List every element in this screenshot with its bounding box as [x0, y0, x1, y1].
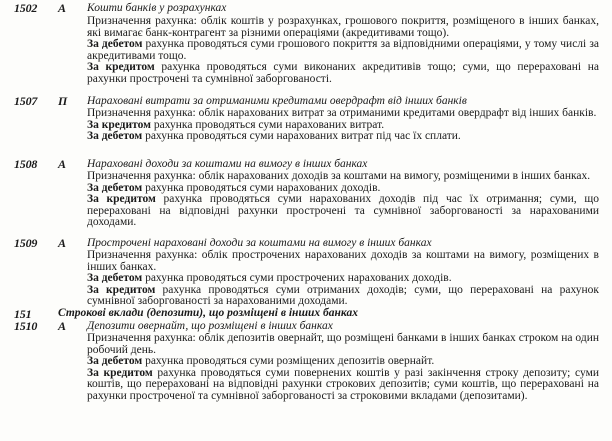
purpose-text: Призначення рахунка: облік депозитів овернайт, що розміщені банками в інших банках строком на один робочий день.: [87, 332, 599, 356]
credit-text: рахунка проводяться суми повернених коштів у разі закінчення строку депозиту; суми коштів, що перераховані на відповідні рахунки строкових депозитів; суми коштів, що перераховані на рахунки простроченої та сумнівної заборгованості за строковими вкладами (депозитами).: [87, 366, 600, 402]
purpose-text: Призначення рахунка: облік нарахованих доходів за коштами на вимогу, розміщеними в інших банках.: [87, 170, 591, 182]
account-class-1509: А: [58, 236, 67, 250]
account-body-1507: [87, 108, 599, 143]
credit-paragraph: [87, 368, 599, 403]
account-body-1510: [87, 333, 599, 403]
debit-text: рахунка проводяться суми нарахованих доходів.: [142, 181, 381, 194]
debit-label: За дебетом: [87, 38, 143, 51]
credit-label: За кредитом: [87, 193, 156, 206]
account-body-1508: [87, 171, 599, 229]
credit-text: рахунка проводяться суми нарахованих доходів під час їх отримання; суми, що перераховані на відповідні рахунки прострочені та сумнівної заборгованості за нарахованими доходами.: [87, 193, 599, 229]
debit-label: За дебетом: [87, 272, 143, 285]
group-code-151: 151: [14, 307, 32, 321]
purpose-text: Призначення рахунка: облік прострочених нарахованих доходів за коштами на вимогу, розміщених в інших банках.: [87, 249, 599, 273]
account-title-1508: Нараховані доходи за коштами на вимогу в інших банках: [87, 158, 368, 170]
credit-text: рахунка проводяться суми отриманих доходів; суми, що перераховані на рахунок сумнівної заборгованості за нарахованими доходами.: [87, 283, 599, 308]
account-code-1508: 1508: [14, 157, 38, 171]
credit-paragraph: [87, 285, 599, 308]
credit-paragraph: [87, 194, 599, 229]
account-code-1502: 1502: [14, 1, 38, 15]
credit-paragraph: [87, 62, 599, 85]
account-class-1507: П: [58, 94, 68, 108]
account-code-1509: 1509: [14, 236, 38, 250]
account-title-1507: Нараховані витрати за отриманими кредитами овердрафт від інших банків: [87, 95, 467, 107]
credit-label: За кредитом: [87, 366, 153, 379]
account-title-1510: Депозити овернайт, що розміщені в інших банках: [87, 320, 333, 332]
debit-label: За дебетом: [87, 130, 143, 143]
debit-paragraph: [87, 39, 599, 62]
debit-label: За дебетом: [87, 355, 143, 368]
credit-label: За кредитом: [87, 283, 156, 296]
account-body-1502: [87, 16, 599, 86]
debit-text: рахунка проводяться суми грошового покриття за відповідними операціями, у тому числі за акредитивами тощо.: [87, 38, 599, 62]
account-title-1509: Прострочені нараховані доходи за коштами на вимогу в інших банках: [87, 237, 432, 249]
purpose-text: Призначення рахунка: облік нарахованих витрат за отриманими кредитами овердрафт від інших банків.: [87, 107, 597, 119]
credit-label: За кредитом: [87, 118, 151, 131]
account-code-1510: 1510: [14, 319, 38, 333]
account-title-1502: Кошти банків у розрахунках: [87, 2, 227, 14]
group-title-151: Строкові вклади (депозити), що розміщені в інших банках: [58, 307, 358, 319]
account-class-1502: А: [58, 1, 67, 15]
credit-text: рахунка проводяться суми виконаних акредитивів тощо; суми, що перераховані на рахунки прострочені та сумнівної заборгованості.: [87, 61, 599, 85]
debit-text: рахунка проводяться суми нарахованих витрат під час їх сплати.: [142, 130, 461, 143]
credit-label: За кредитом: [87, 61, 155, 74]
account-class-1510: А: [58, 319, 67, 333]
debit-paragraph: [87, 131, 599, 143]
account-code-1507: 1507: [14, 94, 38, 108]
credit-text: рахунка проводяться суми нарахованих витрат.: [150, 118, 385, 131]
debit-label: За дебетом: [87, 181, 143, 194]
debit-text: рахунка проводяться суми прострочених нарахованих доходів.: [142, 272, 452, 285]
debit-text: рахунка проводяться суми розміщених депозитів овернайт.: [142, 355, 435, 368]
purpose-text: Призначення рахунка: облік коштів у розрахунках, грошового покриття, розміщеного в інших банках, які вимагає банк-контрагент за різними операціями (акредитивами тощо).: [87, 15, 599, 39]
account-body-1509: [87, 250, 599, 308]
account-class-1508: А: [58, 157, 67, 171]
